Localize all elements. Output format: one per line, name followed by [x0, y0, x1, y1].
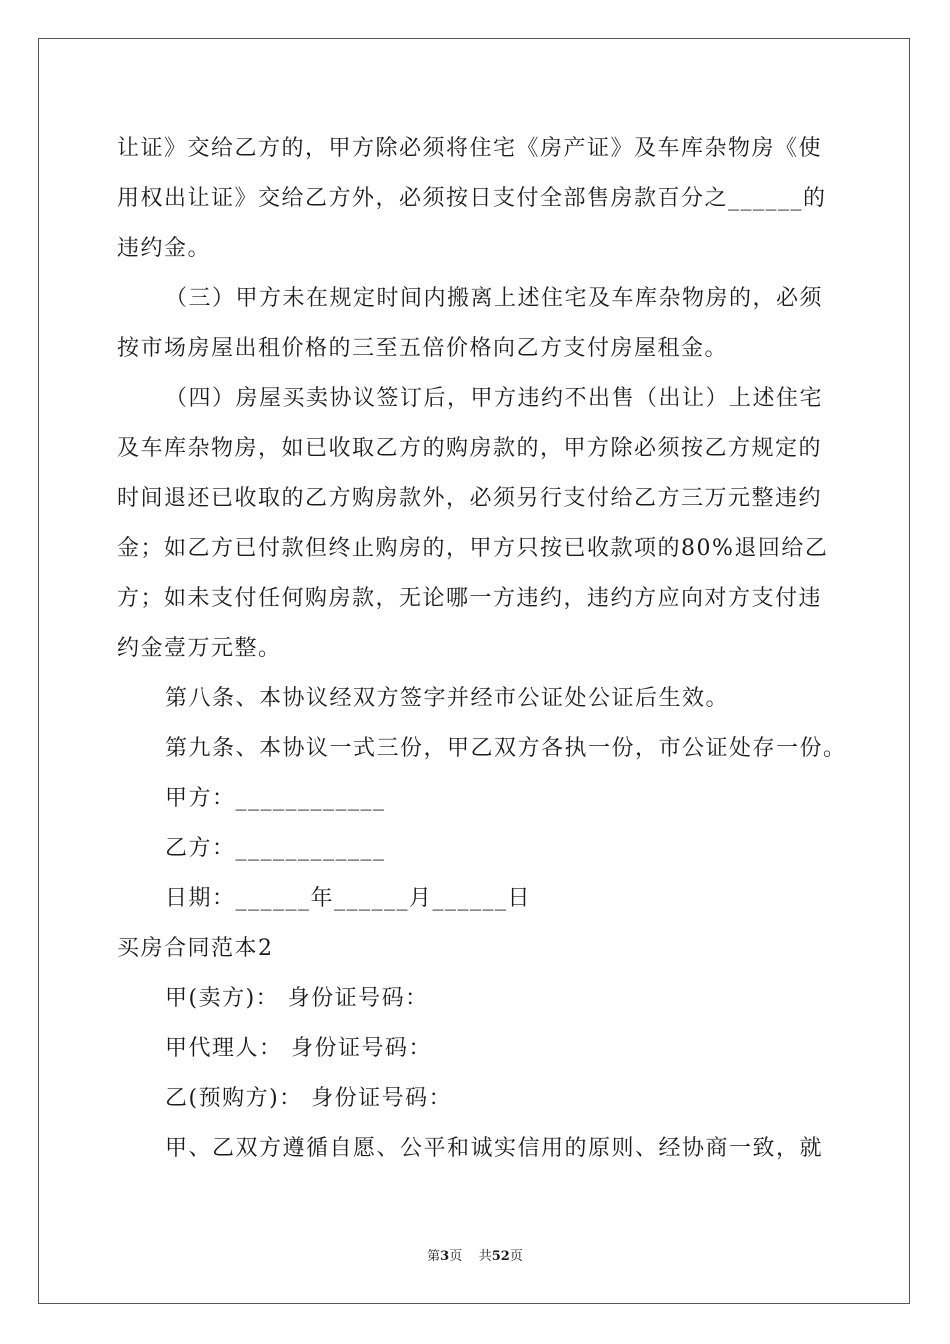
seller-agent-line: 甲代理人： 身份证号码：	[165, 1036, 432, 1061]
article-nine: 第九条、本协议一式三份，甲乙双方各执一份，市公证处存一份。	[165, 736, 847, 761]
page-suffix: 页	[449, 1249, 463, 1264]
section-title: 买房合同范本2	[117, 936, 274, 961]
text-line: 按市场房屋出租价格的三至五倍价格向乙方支付房屋租金。	[117, 336, 729, 361]
text-line: 让证》交给乙方的，甲方除必须将住宅《房产证》及车库杂物房《使	[117, 136, 823, 161]
party-b-signature: 乙方：____________	[165, 836, 386, 861]
page-footer	[0, 1248, 950, 1266]
text-line: （四）房屋买卖协议签订后，甲方违约不出售（出让）上述住宅	[165, 386, 824, 411]
seller-line: 甲(卖方)： 身份证号码：	[165, 986, 429, 1011]
party-a-signature: 甲方：____________	[165, 786, 386, 811]
text-line: 约金壹万元整。	[117, 636, 282, 661]
page-border	[38, 38, 910, 1304]
text-line: 违约金。	[117, 236, 212, 261]
text-line: 用权出让证》交给乙方外，必须按日支付全部售房款百分之______的	[117, 186, 827, 211]
date-line: 日期：______年______月______日	[165, 886, 532, 911]
total-suffix: 页	[509, 1249, 523, 1264]
total-pages: 52	[491, 1249, 510, 1264]
article-eight: 第八条、本协议经双方签字并经市公证处公证后生效。	[165, 686, 730, 711]
text-line: 甲、乙双方遵循自愿、公平和诚实信用的原则、经协商一致，就	[165, 1136, 824, 1161]
text-line: 时间退还已收取的乙方购房款外，必须另行支付给乙方三万元整违约	[117, 486, 823, 511]
page-number: 3	[440, 1249, 450, 1264]
buyer-line: 乙(预购方)： 身份证号码：	[165, 1086, 453, 1111]
text-line: （三）甲方未在规定时间内搬离上述住宅及车库杂物房的，必须	[165, 286, 824, 311]
text-line: 及车库杂物房，如已收取乙方的购房款的，甲方除必须按乙方规定的	[117, 436, 823, 461]
page-prefix: 第	[427, 1249, 441, 1264]
text-line: 金；如乙方已付款但终止购房的，甲方只按已收款项的80%退回给乙	[117, 536, 829, 561]
text-line: 方；如未支付任何购房款，无论哪一方违约，违约方应向对方支付违	[117, 586, 823, 611]
total-prefix: 共	[478, 1249, 492, 1264]
